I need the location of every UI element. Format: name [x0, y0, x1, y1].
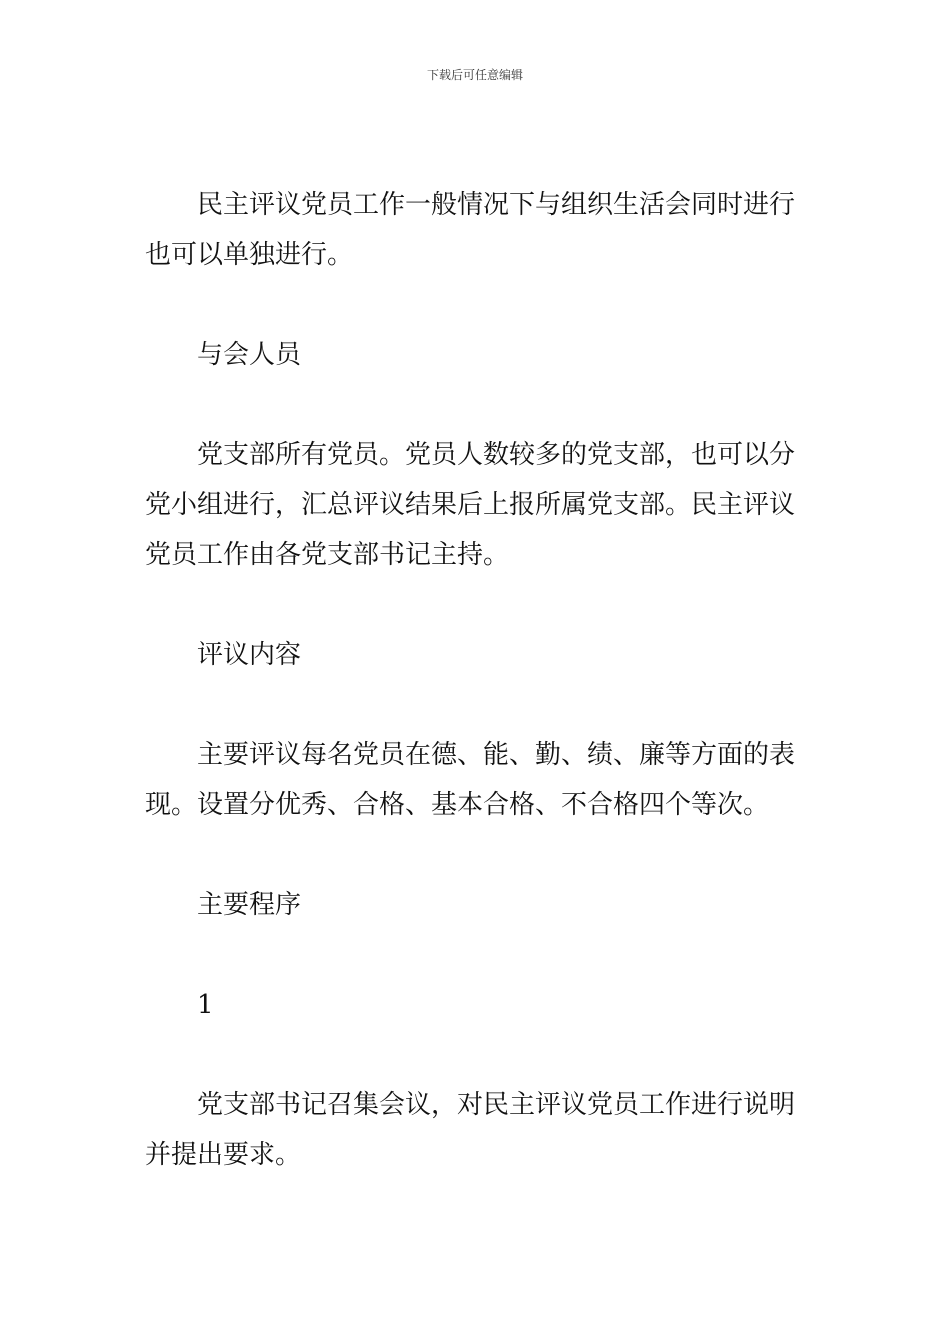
heading-main-procedure: 主要程序	[197, 890, 302, 920]
document-body	[145, 180, 807, 1180]
step-number: 1	[197, 990, 214, 1020]
spacer	[145, 830, 807, 880]
spacer	[145, 580, 807, 630]
paragraph-evaluation-content: 主要评议每名党员在德、能、勤、绩、廉等方面的表现。设置分优秀、合格、基本合格、不合格四个等次。	[145, 740, 796, 820]
paragraph-intro: 民主评议党员工作一般情况下与组织生活会同时进行也可以单独进行。	[145, 190, 796, 270]
paragraph-attendees: 党支部所有党员。党员人数较多的党支部，也可以分党小组进行，汇总评议结果后上报所属党支部。民主评议党员工作由各党支部书记主持。	[145, 440, 796, 570]
spacer	[145, 380, 807, 430]
spacer	[145, 680, 807, 730]
spacer	[145, 280, 807, 330]
heading-attendees: 与会人员	[197, 340, 302, 370]
spacer	[145, 1030, 807, 1080]
header-note: 下载后可任意编辑	[426, 68, 523, 82]
heading-evaluation-content: 评议内容	[197, 640, 302, 670]
paragraph-step-1: 党支部书记召集会议，对民主评议党员工作进行说明并提出要求。	[145, 1090, 796, 1170]
spacer	[145, 930, 807, 980]
